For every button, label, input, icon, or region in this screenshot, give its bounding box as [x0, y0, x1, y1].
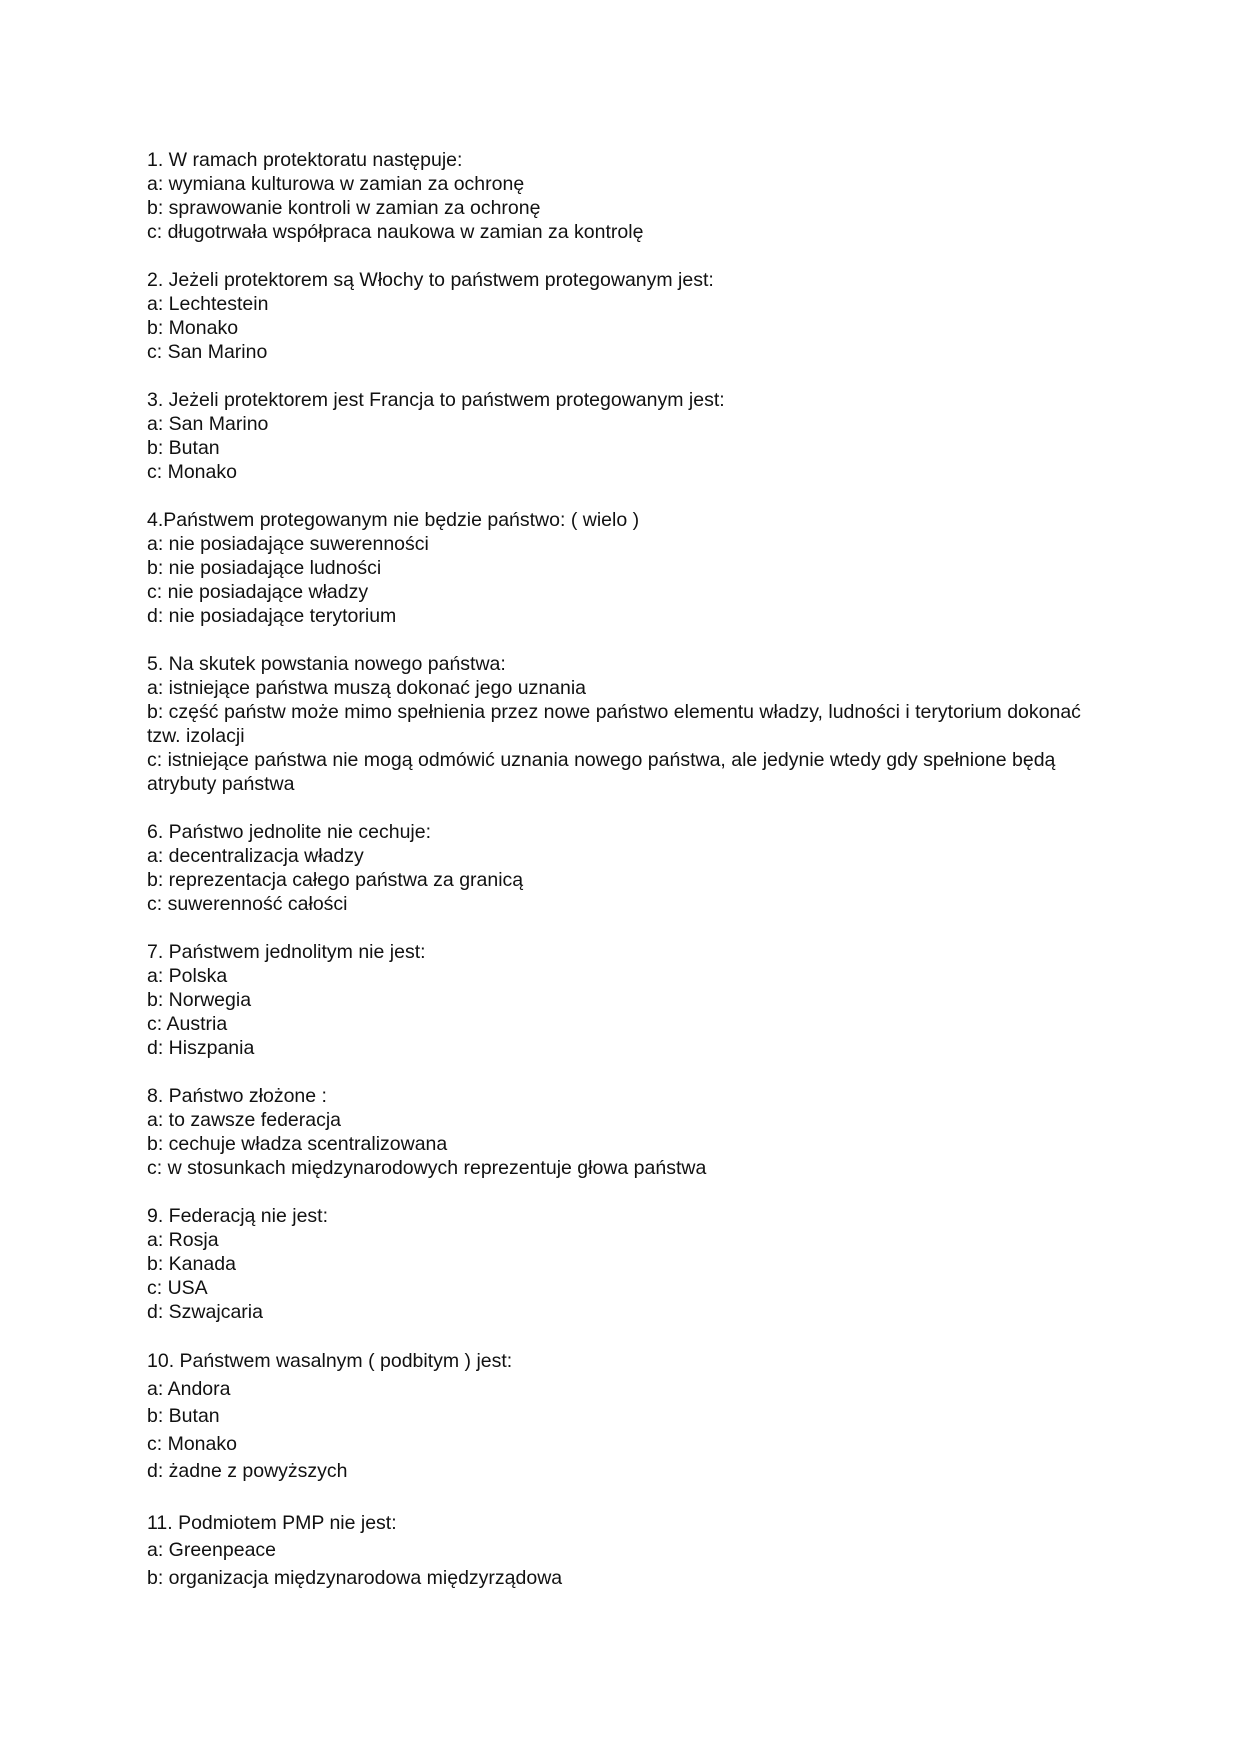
answer-option: b: Monako: [147, 317, 239, 339]
answer-option: a: nie posiadające suwerenności: [147, 533, 429, 555]
answer-option: a: Andora: [147, 1377, 231, 1400]
question-11: [147, 1510, 1087, 1593]
answer-option: a: Rosja: [147, 1229, 219, 1251]
answer-option: c: Austria: [147, 1013, 228, 1035]
question-9: [147, 1204, 1087, 1324]
question-text: 7. Państwem jednolitym nie jest:: [147, 941, 426, 963]
answer-option: b: reprezentacja całego państwa za granicą: [147, 869, 524, 891]
question-10: [147, 1348, 1087, 1486]
question-text: 1. W ramach protektoratu następuje:: [147, 149, 463, 171]
answer-option: b: Butan: [147, 1405, 220, 1427]
answer-option: d: Szwajcaria: [147, 1301, 263, 1323]
answer-option: a: Lechtestein: [147, 293, 269, 315]
answer-option: c: Monako: [147, 461, 237, 483]
question-text: 2. Jeżeli protektorem są Włochy to państwem protegowanym jest:: [147, 269, 714, 291]
question-2: [147, 268, 1087, 364]
question-5: [147, 652, 1087, 796]
answer-option: d: nie posiadające terytorium: [147, 605, 397, 627]
answer-option: c: w stosunkach międzynarodowych reprezentuje głowa państwa: [147, 1157, 707, 1179]
answer-option: d: Hiszpania: [147, 1037, 255, 1059]
answer-option: c: istniejące państwa nie mogą odmówić uznania nowego państwa, ale jedynie wtedy gdy spełnione będą atrybuty państwa: [147, 749, 1061, 795]
answer-option: b: Butan: [147, 437, 220, 459]
question-text: 5. Na skutek powstania nowego państwa:: [147, 653, 506, 675]
question-text: 10. Państwem wasalnym ( podbitym ) jest:: [147, 1350, 513, 1372]
answer-option: a: istniejące państwa muszą dokonać jego uznania: [147, 677, 587, 699]
answer-option: c: San Marino: [147, 341, 268, 363]
quiz-content: [147, 148, 1087, 1616]
answer-option: a: San Marino: [147, 413, 269, 435]
answer-option: d: żadne z powyższych: [147, 1460, 348, 1482]
question-text: 4.Państwem protegowanym nie będzie państwo: ( wielo ): [147, 509, 640, 531]
question-7: [147, 940, 1087, 1060]
answer-option: c: Monako: [147, 1432, 237, 1455]
answer-option: b: Norwegia: [147, 989, 252, 1011]
answer-option: c: długotrwała współpraca naukowa w zamian za kontrolę: [147, 221, 644, 243]
answer-option: a: Polska: [147, 965, 228, 987]
question-text: 11. Podmiotem PMP nie jest:: [147, 1511, 397, 1534]
question-3: [147, 388, 1087, 484]
answer-option: b: organizacja międzynarodowa międzyrządowa: [147, 1566, 563, 1589]
question-text: 6. Państwo jednolite nie cechuje:: [147, 821, 432, 843]
answer-option: b: cechuje władza scentralizowana: [147, 1133, 448, 1155]
answer-option: b: nie posiadające ludności: [147, 557, 382, 579]
answer-option: b: część państw może mimo spełnienia przez nowe państwo elementu władzy, ludności i terytorium dokonać tzw. izolacji: [147, 701, 1087, 747]
question-4: [147, 508, 1087, 628]
answer-option: a: to zawsze federacja: [147, 1109, 342, 1131]
question-text: 9. Federacją nie jest:: [147, 1205, 329, 1227]
answer-option: c: USA: [147, 1277, 208, 1299]
answer-option: a: decentralizacja władzy: [147, 845, 364, 867]
answer-option: c: suwerenność całości: [147, 893, 348, 915]
question-1: [147, 148, 1087, 244]
answer-option: a: Greenpeace: [147, 1539, 277, 1561]
question-text: 8. Państwo złożone :: [147, 1085, 327, 1107]
answer-option: a: wymiana kulturowa w zamian za ochronę: [147, 173, 525, 195]
question-8: [147, 1084, 1087, 1180]
question-6: [147, 820, 1087, 916]
answer-option: b: sprawowanie kontroli w zamian za ochronę: [147, 197, 541, 219]
answer-option: c: nie posiadające władzy: [147, 581, 369, 603]
question-text: 3. Jeżeli protektorem jest Francja to państwem protegowanym jest:: [147, 389, 725, 411]
answer-option: b: Kanada: [147, 1253, 236, 1275]
